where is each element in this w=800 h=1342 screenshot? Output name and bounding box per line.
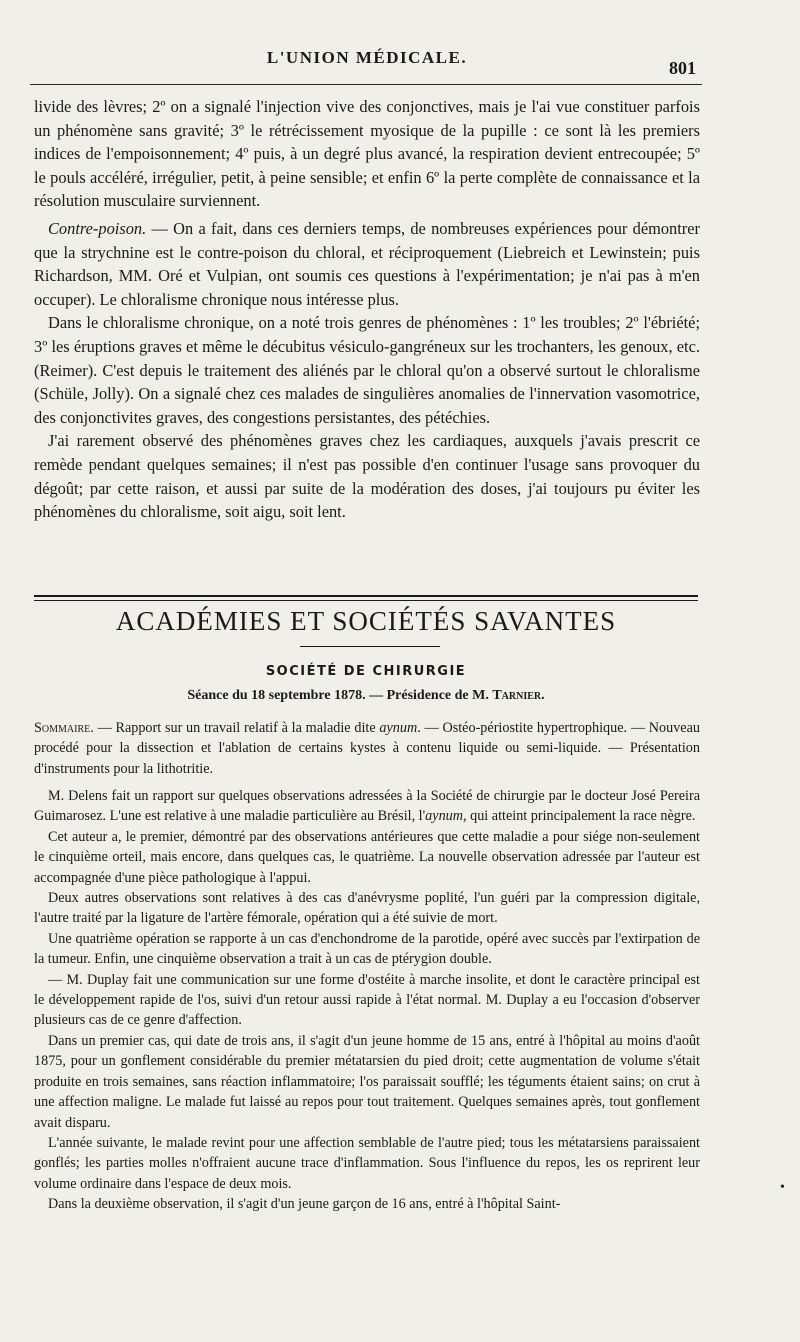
- summary-text-a: — Rapport sur un travail relatif à la maladie dite: [93, 720, 380, 736]
- summary-paragraph: [34, 718, 700, 779]
- paragraph-chloralisme-chronique: Dans le chloralisme chronique, on a noté trois genres de phénomènes : 1º les troubles; 2º l'ébriété; 3º les éruptions graves et même le décubitus vésiculo-gangréneux sur les trochanters, les genoux, etc. (Reimer). C'est depuis le traitement des aliénés par le chloral qu'on a observé surtout le chloralisme (Schüle, Jolly). On a signalé chez ces malades de singulières anomalies de l'innervation vasomotrice, des conjonctivites graves, des congestions persistantes, des pétéchies.: [34, 313, 700, 427]
- session-prefix: Séance du 18 septembre 1878. — Présidence de M.: [187, 688, 493, 703]
- section-rule-top: [34, 595, 698, 597]
- article-body: [34, 95, 700, 524]
- section-underline: [300, 646, 440, 647]
- report-paragraph-2: Cet auteur a, le premier, démontré par des observations antérieures que cette maladie a pour siége non-seulement le cinquième orteil, mais encore, dans quelques cas, le quatrième. La nouvelle observation adressée par l'auteur est accompagnée d'une pièce pathologique à l'appui.: [34, 828, 700, 886]
- summary-block: [34, 718, 700, 779]
- running-title: L'UNION MÉDICALE.: [266, 48, 468, 67]
- summary-italic: aynum: [379, 720, 418, 736]
- report-p1-italic: aynum: [425, 808, 463, 825]
- contre-poison-label: Contre-poison.: [48, 218, 147, 238]
- report-paragraph-5: — M. Duplay fait une communication sur une forme d'ostéite à marche insolite, et dont le caractère principal est le développement rapide de l'os, suivi d'un retour aussi rapide à l'état normal. M. Duplay a eu l'occasion d'observer plusieurs cas de ce genre d'affection.: [34, 971, 700, 1029]
- report-paragraph-3: Deux autres observations sont relatives à des cas d'anévrysme poplité, l'un guéri par la compression digitale, l'autre traité par la ligature de l'artère fémorale, opération qui a été suivie de mort.: [34, 890, 700, 927]
- report-p1-text-b: , qui atteint principalement la race nègre.: [463, 808, 696, 825]
- summary-text-b: . — Ostéo-périostite hypertrophique. — Nouveau procédé pour la dissection et l'ablation de certains kystes à contenu liquide ou semi-liquide. — Présentation d'instruments pour la lithotritie.: [34, 720, 700, 777]
- section-title: ACADÉMIES ET SOCIÉTÉS SAVANTES: [115, 606, 617, 636]
- summary-label: Sommaire.: [34, 720, 94, 736]
- header-rule: [30, 84, 702, 85]
- report-p1-text-a: M. Delens fait un rapport sur quelques observations adressées à la Société de chirurgie par le docteur José Pereira Guimarosez. L'une est relative à une maladie particulière au Brésil, l': [34, 788, 700, 825]
- society-title: SOCIÉTÉ DE CHIRURGIE: [265, 664, 467, 679]
- report-paragraph-8: Dans la deuxième observation, il s'agit d'un jeune garçon de 16 ans, entré à l'hôpital Saint-: [48, 1196, 561, 1213]
- report-paragraph-6: Dans un premier cas, qui date de trois ans, il s'agit d'un jeune homme de 15 ans, entré à l'hôpital au moins d'août 1875, pour un gonflement considérable du premier métatarsien du pied droit; cette augmentation de volume s'était produite en trois semaines, sans réaction inflammatoire; l'os paraissait soufflé; les téguments étaient sains; on crut à une affection maligne. Le malade fut laissé au repos pour tout traitement. Quelques semaines après, tout gonflement avait disparu.: [34, 1032, 700, 1131]
- report-body: [34, 786, 700, 1215]
- session-line: [34, 688, 698, 704]
- report-paragraph-1: [34, 786, 700, 827]
- running-header: [34, 48, 700, 78]
- margin-dot: •: [780, 1180, 785, 1195]
- section-rule-thin: [34, 600, 698, 601]
- paragraph-contre-poison: [34, 217, 700, 311]
- report-paragraph-7: L'année suivante, le malade revint pour une affection semblable de l'autre pied; tous les métatarsiens paraissaient gonflés; les parties molles n'offraient aucune trace d'inflammation. Sous l'influence du repos, les os reprirent leur volume ordinaire dans l'espace de deux mois.: [34, 1134, 700, 1192]
- contre-poison-text: — On a fait, dans ces derniers temps, de nombreuses expériences pour démontrer que la strychnine est le contre-poison du chloral, et réciproquement (Liebreich et Lewinstein; puis Richardson, MM. Oré et Vulpian, ont soumis ces questions à l'expérimentation; je n'ai pas à m'en occuper). Le chloralisme chronique nous intéresse plus.: [34, 218, 700, 309]
- page-number: 801: [669, 58, 696, 78]
- session-president: Tarnier.: [492, 688, 545, 703]
- paragraph-cardiaques: J'ai rarement observé des phénomènes graves chez les cardiaques, auxquels j'avais prescrit ce remède pendant quelques semaines; il n'est pas possible d'en continuer l'usage sans provoquer du dégoût; par cette raison, et aussi par suite de la modération des doses, j'ai toujours pu éviter les phénomènes du chloralisme, soit aigu, soit lent.: [34, 431, 700, 522]
- paragraph-symptoms: livide des lèvres; 2º on a signalé l'injection vive des conjonctives, mais je l'ai vue constituer parfois un phénomène sans gravité; 3º le rétrécissement myosique de la pupille : ce sont là les premiers indices de l'empoisonnement; 4º puis, à un degré plus avancé, la respiration devient entrecoupée; 5º le pouls accéléré, irrégulier, petit, à peine sensible; et enfin 6º la perte complète de connaissance et la résolution musculaire surviennent.: [34, 97, 700, 211]
- report-paragraph-4: Une quatrième opération se rapporte à un cas d'enchondrome de la parotide, opéré avec succès par l'extirpation de la tumeur. Enfin, une cinquième observation a trait à un cas de ptérygion double.: [34, 930, 700, 968]
